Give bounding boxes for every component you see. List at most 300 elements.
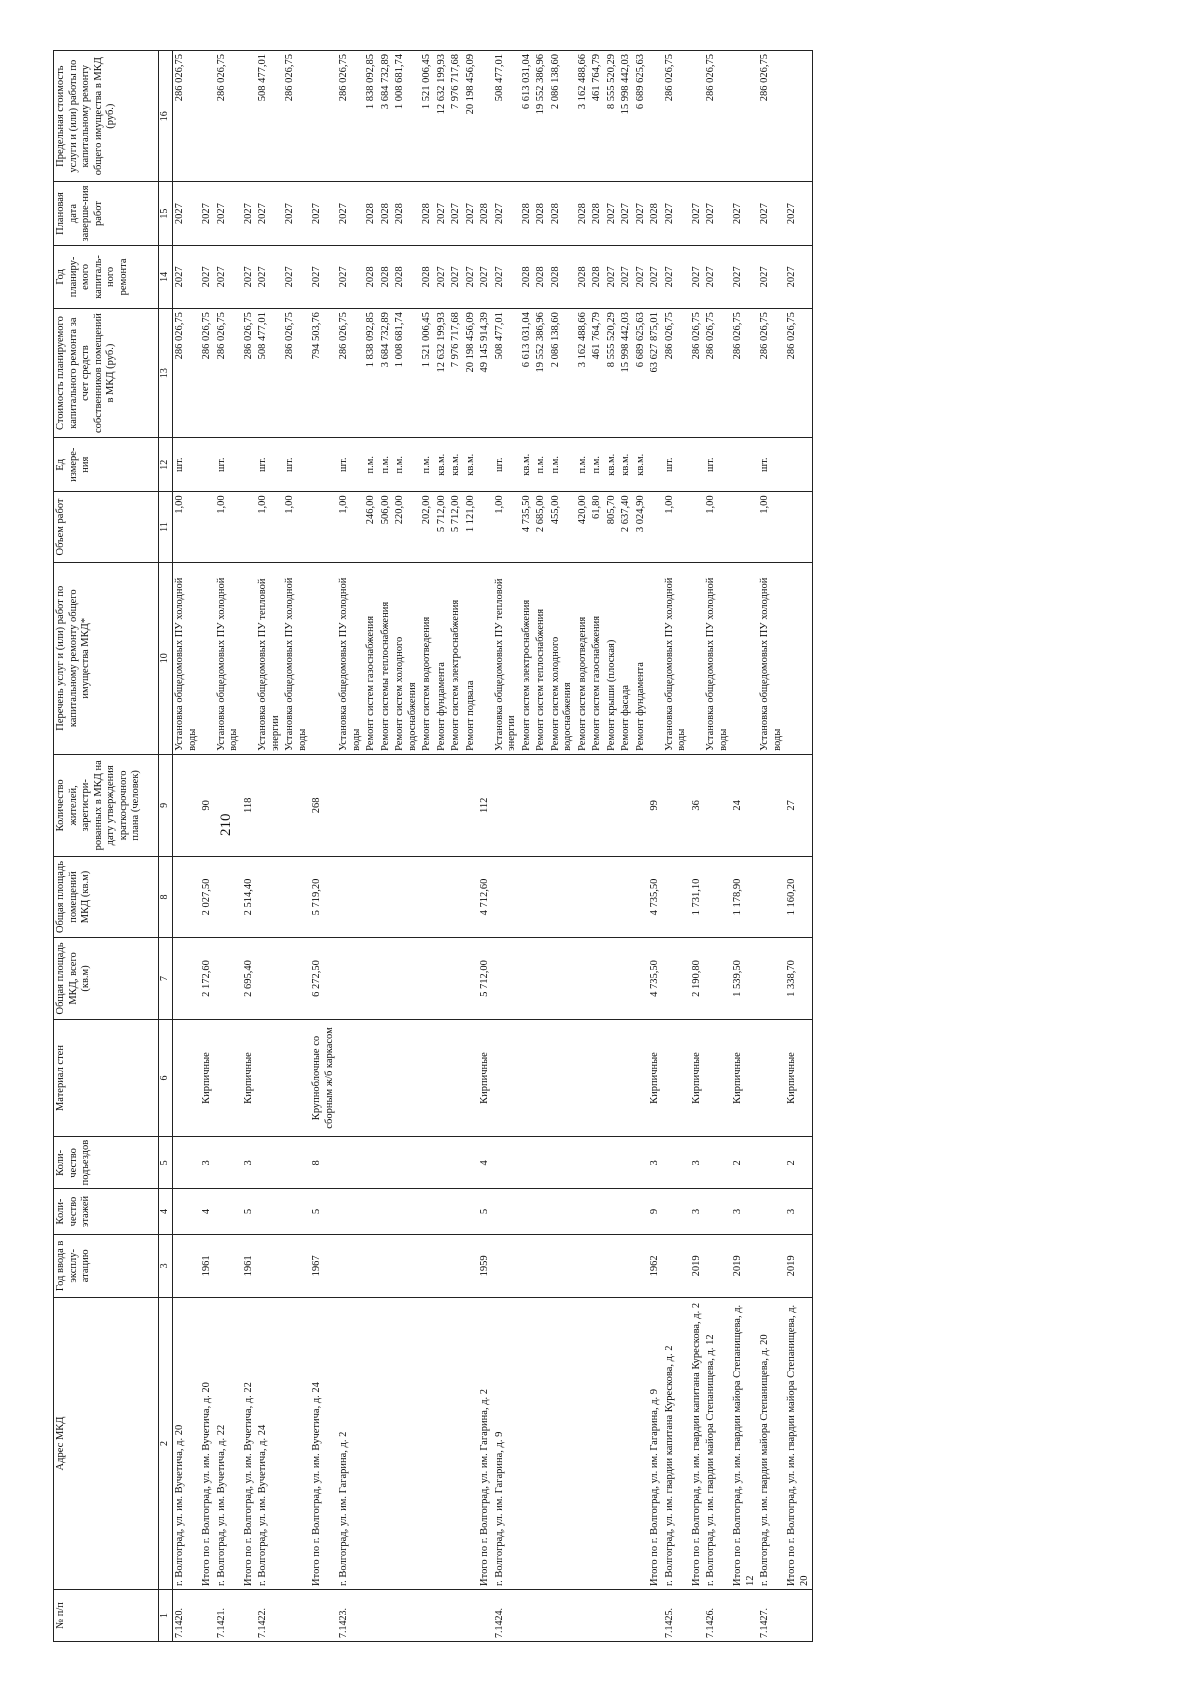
planned-cost-cell: 1 838 092,85 xyxy=(364,309,379,438)
row-number-cell: 7.1426. xyxy=(704,1589,731,1641)
work-volume-cell xyxy=(785,492,813,562)
total-row xyxy=(690,51,705,1642)
planned-year-cell: 2027 xyxy=(256,245,283,308)
year-built-cell: 1961 xyxy=(242,1234,257,1297)
work-volume-cell: 1,00 xyxy=(493,492,520,562)
row-number-cell xyxy=(420,1589,435,1641)
column-number: 8 xyxy=(159,856,173,937)
work-description-cell: Ремонт систем электроснабжения xyxy=(520,562,535,754)
residents-cell xyxy=(605,754,620,856)
address-cell: г. Волгоград, ул. им. Гагарина, д. 9 xyxy=(493,1298,520,1590)
floors-cell xyxy=(379,1189,394,1234)
completion-date-cell: 2027 xyxy=(731,182,758,245)
limit-cost-cell: 7 976 717,68 xyxy=(449,51,464,182)
planned-year-cell: 2028 xyxy=(590,245,605,308)
table-row xyxy=(634,51,649,1642)
unit-cell: шт. xyxy=(283,438,310,492)
residents-cell: 36 xyxy=(690,754,705,856)
year-built-cell: 2019 xyxy=(690,1234,705,1297)
floors-cell xyxy=(758,1189,785,1234)
year-built-cell xyxy=(173,1234,201,1297)
planned-cost-cell: 286 026,75 xyxy=(283,309,310,438)
residents-cell xyxy=(393,754,420,856)
work-volume-cell: 246,00 xyxy=(364,492,379,562)
year-built-cell xyxy=(605,1234,620,1297)
planned-cost-cell: 1 008 681,74 xyxy=(393,309,420,438)
entrances-cell xyxy=(379,1137,394,1189)
planned-cost-cell: 286 026,75 xyxy=(704,309,731,438)
header-cell: Количество жителей, зарегистри-рованных в МКД на дату утверждения краткосрочного плана (человек) xyxy=(54,754,159,856)
wall-material-cell xyxy=(379,1019,394,1137)
residents-cell xyxy=(619,754,634,856)
table-row xyxy=(364,51,379,1642)
table-row xyxy=(283,51,310,1642)
row-number-cell: 7.1424. xyxy=(493,1589,520,1641)
address-cell xyxy=(590,1298,605,1590)
limit-cost-cell: 3 684 732,89 xyxy=(379,51,394,182)
completion-date-cell: 2027 xyxy=(619,182,634,245)
column-number: 1 xyxy=(159,1589,173,1641)
residents-cell xyxy=(704,754,731,856)
column-number-row xyxy=(159,51,173,1642)
residents-cell xyxy=(337,754,364,856)
entrances-cell xyxy=(435,1137,450,1189)
year-built-cell: 2019 xyxy=(731,1234,758,1297)
rooms-area-cell xyxy=(464,856,479,937)
total-area-cell xyxy=(534,938,549,1019)
work-description-cell: Ремонт фундамента xyxy=(634,562,649,754)
residents-cell xyxy=(634,754,649,856)
work-description-cell: Ремонт систем газоснабжения xyxy=(364,562,379,754)
table-row xyxy=(256,51,283,1642)
work-description-cell: Ремонт систем водоотведения xyxy=(420,562,435,754)
work-description-cell xyxy=(785,562,813,754)
limit-cost-cell xyxy=(478,51,493,182)
row-number-cell xyxy=(534,1589,549,1641)
work-description-cell: Ремонт систем газоснабжения xyxy=(590,562,605,754)
completion-date-cell: 2028 xyxy=(576,182,591,245)
address-cell: Итого по г. Волгоград, ул. им. гвардии майора Степанищева, д. 20 xyxy=(785,1298,813,1590)
planned-year-cell: 2027 xyxy=(310,245,337,308)
planned-year-cell: 2027 xyxy=(758,245,785,308)
table-row xyxy=(758,51,785,1642)
completion-date-cell: 2027 xyxy=(283,182,310,245)
floors-cell xyxy=(449,1189,464,1234)
work-volume-cell xyxy=(478,492,493,562)
planned-cost-cell: 6 613 031,04 xyxy=(520,309,535,438)
total-area-cell xyxy=(449,938,464,1019)
unit-cell: п.м. xyxy=(364,438,379,492)
planned-cost-cell: 286 026,75 xyxy=(215,309,242,438)
table-body xyxy=(173,51,813,1642)
unit-cell: кв.м. xyxy=(520,438,535,492)
limit-cost-cell: 508 477,01 xyxy=(256,51,283,182)
address-cell xyxy=(393,1298,420,1590)
residents-cell xyxy=(464,754,479,856)
row-number-cell xyxy=(464,1589,479,1641)
address-cell xyxy=(420,1298,435,1590)
work-volume-cell xyxy=(690,492,705,562)
planned-year-cell: 2028 xyxy=(420,245,435,308)
planned-year-cell: 2027 xyxy=(785,245,813,308)
address-cell: Итого по г. Волгоград, ул. им. гвардии майора Степанищева, д. 12 xyxy=(731,1298,758,1590)
planned-cost-cell: 63 627 875,01 xyxy=(648,309,663,438)
entrances-cell xyxy=(173,1137,201,1189)
entrances-cell: 2 xyxy=(785,1137,813,1189)
address-cell xyxy=(520,1298,535,1590)
floors-cell xyxy=(364,1189,379,1234)
year-built-cell xyxy=(337,1234,364,1297)
row-number-cell: 7.1423. xyxy=(337,1589,364,1641)
planned-cost-cell: 286 026,75 xyxy=(731,309,758,438)
work-description-cell xyxy=(478,562,493,754)
limit-cost-cell xyxy=(242,51,257,182)
planned-cost-cell: 794 503,76 xyxy=(310,309,337,438)
page-number: 210 xyxy=(218,813,234,836)
limit-cost-cell xyxy=(200,51,215,182)
row-number-cell xyxy=(731,1589,758,1641)
entrances-cell xyxy=(704,1137,731,1189)
limit-cost-cell: 286 026,75 xyxy=(704,51,731,182)
total-area-cell: 1 539,50 xyxy=(731,938,758,1019)
completion-date-cell: 2027 xyxy=(200,182,215,245)
rotated-table-container xyxy=(53,50,1196,1642)
row-number-cell xyxy=(634,1589,649,1641)
header-cell: Коли-чество этажей xyxy=(54,1189,159,1234)
residents-cell xyxy=(493,754,520,856)
planned-year-cell: 2027 xyxy=(634,245,649,308)
entrances-cell xyxy=(420,1137,435,1189)
total-area-cell xyxy=(576,938,591,1019)
unit-cell xyxy=(785,438,813,492)
address-cell: г. Волгоград, ул. им. Гагарина, д. 2 xyxy=(337,1298,364,1590)
header-cell: Предельная стоимость услуги и (или) работы по капитальному ремонту общего имущества в МКД (руб.) xyxy=(54,51,159,182)
completion-date-cell: 2028 xyxy=(534,182,549,245)
completion-date-cell: 2027 xyxy=(758,182,785,245)
rooms-area-cell xyxy=(704,856,731,937)
work-volume-cell: 2 637,40 xyxy=(619,492,634,562)
limit-cost-cell xyxy=(648,51,663,182)
rooms-area-cell xyxy=(393,856,420,937)
planned-year-cell: 2027 xyxy=(464,245,479,308)
planned-year-cell: 2027 xyxy=(173,245,201,308)
table-row xyxy=(534,51,549,1642)
residents-cell: 268 xyxy=(310,754,337,856)
row-number-cell: 7.1420. xyxy=(173,1589,201,1641)
rooms-area-cell xyxy=(420,856,435,937)
completion-date-cell: 2027 xyxy=(634,182,649,245)
year-built-cell xyxy=(449,1234,464,1297)
entrances-cell xyxy=(605,1137,620,1189)
planned-year-cell: 2028 xyxy=(379,245,394,308)
work-description-cell: Установка общедомовых ПУ холодной воды xyxy=(704,562,731,754)
address-cell xyxy=(464,1298,479,1590)
rooms-area-cell xyxy=(449,856,464,937)
completion-date-cell: 2027 xyxy=(605,182,620,245)
residents-cell xyxy=(520,754,535,856)
entrances-cell xyxy=(493,1137,520,1189)
residents-cell xyxy=(435,754,450,856)
limit-cost-cell: 6 613 031,04 xyxy=(520,51,535,182)
wall-material-cell xyxy=(364,1019,379,1137)
column-number: 12 xyxy=(159,438,173,492)
total-area-cell xyxy=(393,938,420,1019)
rooms-area-cell xyxy=(758,856,785,937)
rooms-area-cell xyxy=(215,856,242,937)
wall-material-cell xyxy=(393,1019,420,1137)
work-volume-cell: 805,70 xyxy=(605,492,620,562)
total-row xyxy=(478,51,493,1642)
column-number: 15 xyxy=(159,182,173,245)
address-cell: Итого по г. Волгоград, ул. им. Вучетича, д. 24 xyxy=(310,1298,337,1590)
work-description-cell: Ремонт подвала xyxy=(464,562,479,754)
total-area-cell: 2 172,60 xyxy=(200,938,215,1019)
unit-cell: п.м. xyxy=(379,438,394,492)
header-cell: Год планиру-емого капиталь-ного ремонта xyxy=(54,245,159,308)
work-description-cell: Установка общедомовых ПУ холодной воды xyxy=(337,562,364,754)
floors-cell: 3 xyxy=(785,1189,813,1234)
limit-cost-cell: 286 026,75 xyxy=(663,51,690,182)
wall-material-cell xyxy=(576,1019,591,1137)
limit-cost-cell: 461 764,79 xyxy=(590,51,605,182)
work-volume-cell: 202,00 xyxy=(420,492,435,562)
residents-cell: 27 xyxy=(785,754,813,856)
planned-year-cell: 2027 xyxy=(242,245,257,308)
entrances-cell: 8 xyxy=(310,1137,337,1189)
address-cell: Итого по г. Волгоград, ул. им. Вучетича, д. 20 xyxy=(200,1298,215,1590)
planned-cost-cell: 6 689 625,63 xyxy=(634,309,649,438)
entrances-cell xyxy=(549,1137,576,1189)
address-cell xyxy=(634,1298,649,1590)
entrances-cell xyxy=(283,1137,310,1189)
planned-cost-cell: 286 026,75 xyxy=(200,309,215,438)
limit-cost-cell: 286 026,75 xyxy=(173,51,201,182)
wall-material-cell xyxy=(605,1019,620,1137)
column-number: 13 xyxy=(159,309,173,438)
header-cell: Адрес МКД xyxy=(54,1298,159,1590)
rooms-area-cell: 1 160,20 xyxy=(785,856,813,937)
address-cell xyxy=(364,1298,379,1590)
year-built-cell xyxy=(634,1234,649,1297)
unit-cell: кв.м. xyxy=(464,438,479,492)
floors-cell xyxy=(435,1189,450,1234)
planned-year-cell: 2027 xyxy=(648,245,663,308)
row-number-cell xyxy=(478,1589,493,1641)
wall-material-cell: Крупноблочные со сборным ж/б каркасом xyxy=(310,1019,337,1137)
year-built-cell xyxy=(493,1234,520,1297)
unit-cell: кв.м. xyxy=(605,438,620,492)
entrances-cell xyxy=(393,1137,420,1189)
year-built-cell xyxy=(256,1234,283,1297)
unit-cell: п.м. xyxy=(534,438,549,492)
floors-cell xyxy=(704,1189,731,1234)
residents-cell xyxy=(173,754,201,856)
floors-cell: 5 xyxy=(310,1189,337,1234)
planned-cost-cell: 20 198 456,09 xyxy=(464,309,479,438)
completion-date-cell: 2028 xyxy=(364,182,379,245)
planned-year-cell: 2027 xyxy=(731,245,758,308)
work-volume-cell: 1,00 xyxy=(215,492,242,562)
unit-cell xyxy=(310,438,337,492)
unit-cell xyxy=(648,438,663,492)
work-volume-cell: 506,00 xyxy=(379,492,394,562)
floors-cell xyxy=(337,1189,364,1234)
wall-material-cell xyxy=(337,1019,364,1137)
year-built-cell xyxy=(520,1234,535,1297)
rooms-area-cell: 1 731,10 xyxy=(690,856,705,937)
unit-cell: шт. xyxy=(758,438,785,492)
work-description-cell: Установка общедомовых ПУ холодной воды xyxy=(663,562,690,754)
unit-cell: шт. xyxy=(256,438,283,492)
row-number-cell xyxy=(435,1589,450,1641)
header-cell: Плановая дата заверше-ния работ xyxy=(54,182,159,245)
year-built-cell: 2019 xyxy=(785,1234,813,1297)
completion-date-cell: 2028 xyxy=(379,182,394,245)
total-area-cell: 2 190,80 xyxy=(690,938,705,1019)
total-row xyxy=(648,51,663,1642)
work-volume-cell xyxy=(310,492,337,562)
limit-cost-cell: 1 008 681,74 xyxy=(393,51,420,182)
residents-cell xyxy=(758,754,785,856)
floors-cell xyxy=(283,1189,310,1234)
total-area-cell xyxy=(435,938,450,1019)
limit-cost-cell: 19 552 386,96 xyxy=(534,51,549,182)
limit-cost-cell: 1 838 092,85 xyxy=(364,51,379,182)
year-built-cell xyxy=(393,1234,420,1297)
work-description-cell: Ремонт систем холодного водоснабжения xyxy=(549,562,576,754)
total-row xyxy=(785,51,813,1642)
table-row xyxy=(590,51,605,1642)
residents-cell xyxy=(420,754,435,856)
total-area-cell xyxy=(619,938,634,1019)
limit-cost-cell: 6 689 625,63 xyxy=(634,51,649,182)
unit-cell: п.м. xyxy=(393,438,420,492)
completion-date-cell: 2028 xyxy=(420,182,435,245)
address-cell xyxy=(449,1298,464,1590)
year-built-cell xyxy=(619,1234,634,1297)
total-area-cell xyxy=(464,938,479,1019)
table-row xyxy=(449,51,464,1642)
rooms-area-cell: 1 178,90 xyxy=(731,856,758,937)
unit-cell: шт. xyxy=(337,438,364,492)
row-number-cell: 7.1425. xyxy=(663,1589,690,1641)
wall-material-cell xyxy=(520,1019,535,1137)
wall-material-cell: Кирпичные xyxy=(648,1019,663,1137)
total-row xyxy=(731,51,758,1642)
header-cell: Материал стен xyxy=(54,1019,159,1137)
residents-cell xyxy=(576,754,591,856)
rooms-area-cell: 2 027,50 xyxy=(200,856,215,937)
entrances-cell xyxy=(520,1137,535,1189)
completion-date-cell: 2027 xyxy=(464,182,479,245)
year-built-cell xyxy=(590,1234,605,1297)
floors-cell xyxy=(619,1189,634,1234)
unit-cell: п.м. xyxy=(590,438,605,492)
floors-cell xyxy=(464,1189,479,1234)
wall-material-cell xyxy=(420,1019,435,1137)
address-cell xyxy=(283,1298,310,1590)
total-area-cell xyxy=(364,938,379,1019)
planned-year-cell: 2027 xyxy=(605,245,620,308)
table-row xyxy=(173,51,201,1642)
floors-cell xyxy=(256,1189,283,1234)
limit-cost-cell: 1 521 006,45 xyxy=(420,51,435,182)
residents-cell: 99 xyxy=(648,754,663,856)
header-cell: Год ввода в эксплу-атацию xyxy=(54,1234,159,1297)
planned-cost-cell: 461 764,79 xyxy=(590,309,605,438)
unit-cell xyxy=(478,438,493,492)
planned-cost-cell: 286 026,75 xyxy=(337,309,364,438)
work-volume-cell xyxy=(648,492,663,562)
address-cell xyxy=(549,1298,576,1590)
planned-year-cell: 2027 xyxy=(283,245,310,308)
planned-cost-cell: 49 145 914,39 xyxy=(478,309,493,438)
residents-cell: 90 xyxy=(200,754,215,856)
table-row xyxy=(576,51,591,1642)
column-number: 14 xyxy=(159,245,173,308)
wall-material-cell xyxy=(283,1019,310,1137)
work-description-cell xyxy=(242,562,257,754)
total-area-cell xyxy=(520,938,535,1019)
wall-material-cell xyxy=(619,1019,634,1137)
column-number: 5 xyxy=(159,1137,173,1189)
work-volume-cell: 3 024,90 xyxy=(634,492,649,562)
residents-cell xyxy=(663,754,690,856)
limit-cost-cell xyxy=(785,51,813,182)
completion-date-cell: 2027 xyxy=(256,182,283,245)
completion-date-cell: 2028 xyxy=(520,182,535,245)
unit-cell: п.м. xyxy=(420,438,435,492)
rooms-area-cell xyxy=(663,856,690,937)
planned-year-cell: 2027 xyxy=(619,245,634,308)
residents-cell xyxy=(449,754,464,856)
completion-date-cell: 2027 xyxy=(449,182,464,245)
column-number: 2 xyxy=(159,1298,173,1590)
rooms-area-cell xyxy=(435,856,450,937)
year-built-cell: 1967 xyxy=(310,1234,337,1297)
total-area-cell xyxy=(493,938,520,1019)
planned-year-cell: 2028 xyxy=(576,245,591,308)
table-row xyxy=(379,51,394,1642)
rooms-area-cell: 5 719,20 xyxy=(310,856,337,937)
residents-cell xyxy=(534,754,549,856)
work-description-cell: Ремонт систем водоотведения xyxy=(576,562,591,754)
year-built-cell xyxy=(364,1234,379,1297)
total-area-cell: 4 735,50 xyxy=(648,938,663,1019)
address-cell xyxy=(379,1298,394,1590)
entrances-cell xyxy=(534,1137,549,1189)
unit-cell xyxy=(200,438,215,492)
entrances-cell xyxy=(449,1137,464,1189)
completion-date-cell: 2027 xyxy=(215,182,242,245)
residents-cell: 24 xyxy=(731,754,758,856)
row-number-cell xyxy=(648,1589,663,1641)
header-cell: Стоимость планируемого капитального ремонта за счет средств собственников помещений в МКД (руб.) xyxy=(54,309,159,438)
limit-cost-cell: 286 026,75 xyxy=(215,51,242,182)
row-number-cell xyxy=(619,1589,634,1641)
completion-date-cell: 2028 xyxy=(393,182,420,245)
unit-cell: кв.м. xyxy=(619,438,634,492)
planned-year-cell: 2027 xyxy=(704,245,731,308)
work-description-cell: Ремонт систем электроснабжения xyxy=(449,562,464,754)
wall-material-cell xyxy=(464,1019,479,1137)
floors-cell: 5 xyxy=(242,1189,257,1234)
total-area-cell xyxy=(704,938,731,1019)
floors-cell xyxy=(393,1189,420,1234)
work-description-cell xyxy=(731,562,758,754)
total-area-cell xyxy=(283,938,310,1019)
completion-date-cell: 2027 xyxy=(690,182,705,245)
